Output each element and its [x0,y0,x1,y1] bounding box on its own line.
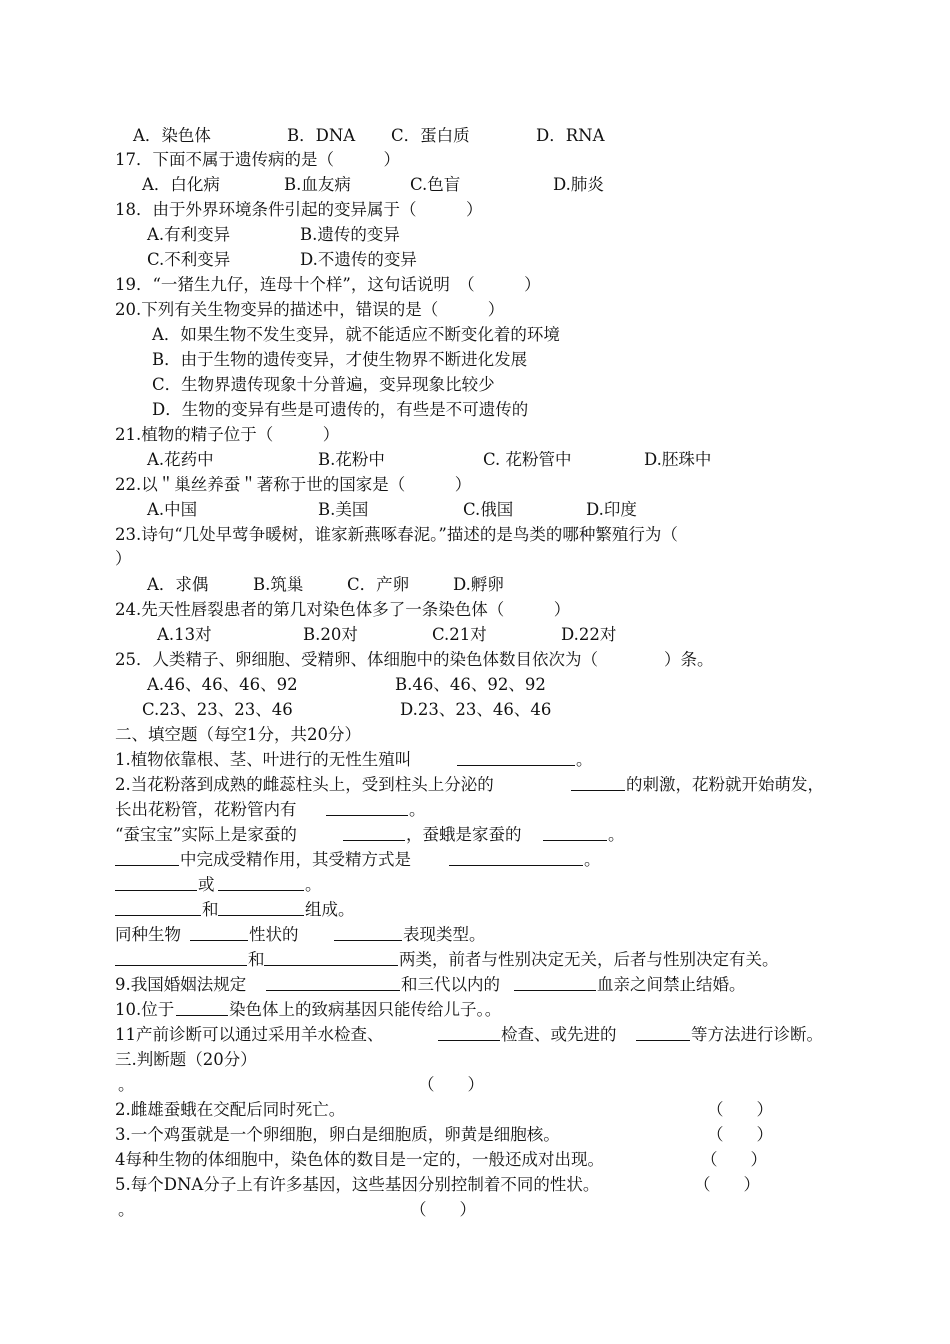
line-text: 同种生物 [115,925,181,944]
line-text: 等方法进行诊断。 [691,1025,823,1044]
line-text: C.23、23、23、46 [142,700,293,719]
line-text: 或 [198,875,215,894]
line-text: A．白化病 [142,175,220,194]
answer-blank[interactable] [264,949,398,966]
answer-blank[interactable] [571,774,625,791]
answer-blank[interactable] [115,899,201,916]
line-text: D．生物的变异有些是可遗传的，有些是不可遗传的 [152,400,529,419]
line-text: 。 [576,750,593,769]
line-text: A.有利变异 [147,225,231,244]
answer-blank[interactable] [176,999,228,1016]
line-text: 组成。 [305,900,355,919]
line-text: （ ） [707,1125,773,1144]
line-text: C．蛋白质 [391,126,470,145]
answer-blank[interactable] [449,849,583,866]
line-text: B．由于生物的遗传变异，才使生物界不断进化发展 [152,350,528,369]
line-text: 22.以＂巢丝养蚕＂著称于世的国家是（ ） [115,475,472,494]
line-text: C．产卵 [347,575,410,594]
line-text: 23.诗句“几处早莺争暖树，谁家新燕啄春泥。”描述的是鸟类的哪种繁殖行为（ [115,525,678,544]
line-text: 9.我国婚姻法规定 [115,975,247,994]
line-text: B.20对 [303,625,358,644]
line-text: A．求偶 [147,575,209,594]
line-text: D.23、23、46、46 [400,700,552,719]
line-text: A.13对 [157,625,212,644]
line-text: 。 [118,1200,135,1219]
line-text: C.不利变异 [147,250,231,269]
line-text: D.22对 [561,625,617,644]
line-text: 。 [305,875,322,894]
answer-blank[interactable] [266,974,400,991]
line-text: C. 花粉管中 [483,450,572,469]
line-text: B.遗传的变异 [300,225,400,244]
line-text: D.不遗传的变异 [300,250,417,269]
line-text: 两类，前者与性别决定无关，后者与性别决定有关。 [399,950,779,969]
line-text: 25．人类精子、卵细胞、受精卵、体细胞中的染色体数目依次为（ ）条。 [115,650,714,669]
line-text: 24.先天性唇裂患者的第几对染色体多了一条染色体（ ） [115,600,571,619]
answer-blank[interactable] [636,1024,690,1041]
line-text: 表现类型。 [403,925,486,944]
line-text: A.46、46、46、92 [147,675,298,694]
line-text: （ ） [410,1200,476,1219]
line-text: B.46、46、92、92 [395,675,546,694]
line-text: B.筑巢 [253,575,304,594]
line-text: 21.植物的精子位于（ ） [115,425,340,444]
line-text: 3.一个鸡蛋就是一个卵细胞，卵白是细胞质，卵黄是细胞核。 [115,1125,560,1144]
line-text: B.花粉中 [318,450,385,469]
line-text: A．如果生物不发生变异，就不能适应不断变化着的环境 [152,325,560,344]
line-text: 染色体上的致病基因只能传给儿子。。 [229,1000,502,1019]
line-text: D.孵卵 [453,575,504,594]
line-text: 和 [248,950,265,969]
answer-blank[interactable] [115,849,179,866]
line-text: （ ） [701,1150,767,1169]
line-text: A．染色体 [133,126,211,145]
answer-blank[interactable] [218,874,304,891]
line-text: D.肺炎 [553,175,604,194]
answer-blank[interactable] [115,949,247,966]
line-text: D．RNA [536,126,605,145]
line-text: 2.雌雄蚕蛾在交配后同时死亡。 [115,1100,346,1119]
line-text: 和 [202,900,219,919]
line-text: 三.判断题（20分） [115,1050,257,1069]
line-text: 。 [608,825,625,844]
line-text: 二、填空题（每空1分，共20分） [115,725,361,744]
line-text: 的刺激，花粉就开始萌发， [626,775,824,794]
line-text: B．DNA [287,126,356,145]
line-text: 18．由于外界环境条件引起的变异属于（ ） [115,200,483,219]
line-text: 19．“一猪生九仔，连母十个样”，这句话说明 （ ） [115,275,541,294]
line-text: C.21对 [432,625,487,644]
line-text: 。 [118,1075,135,1094]
line-text: 2.当花粉落到成熟的雌蕊柱头上，受到柱头上分泌的 [115,775,494,794]
line-text: 长出花粉管，花粉管内有 [115,800,297,819]
line-text: A.中国 [147,500,198,519]
line-text: B.血友病 [284,175,351,194]
answer-blank[interactable] [543,824,607,841]
answer-blank[interactable] [218,899,304,916]
line-text: 5.每个DNA分子上有许多基因，这些基因分别控制着不同的性状。 [115,1175,600,1194]
answer-blank[interactable] [343,824,405,841]
line-text: “蚕宝宝”实际上是家蚕的 [115,825,297,844]
line-text: （ ） [418,1075,484,1094]
line-text: 中完成受精作用，其受精方式是 [180,850,411,869]
line-text: D.胚珠中 [644,450,712,469]
answer-blank[interactable] [190,924,248,941]
line-text: 20.下列有关生物变异的描述中，错误的是（ ） [115,300,505,319]
answer-blank[interactable] [438,1024,500,1041]
line-text: 和三代以内的 [401,975,500,994]
answer-blank[interactable] [326,799,408,816]
line-text: 1.植物依靠根、茎、叶进行的无性生殖叫 [115,750,412,769]
line-text: 4每种生物的体细胞中，染色体的数目是一定的，一般还成对出现。 [115,1150,604,1169]
answer-blank[interactable] [457,749,575,766]
line-text: 11产前诊断可以通过采用羊水检查、 [115,1025,384,1044]
line-text: A.花药中 [147,450,214,469]
line-text: C.色盲 [410,175,461,194]
line-text: （ ） [707,1100,773,1119]
line-text: 10.位于 [115,1000,175,1019]
line-text: 性状的 [249,925,299,944]
line-text: B.美国 [318,500,369,519]
line-text: D.印度 [586,500,637,519]
line-text: 。 [409,800,426,819]
line-text: （ ） [694,1175,760,1194]
line-text: ） [115,549,132,568]
line-text: 17．下面不属于遗传病的是（ ） [115,150,400,169]
line-text: ，蚕蛾是家蚕的 [406,825,522,844]
answer-blank[interactable] [115,874,197,891]
line-text: 检查、或先进的 [501,1025,617,1044]
line-text: 血亲之间禁止结婚。 [597,975,746,994]
line-text: C.俄国 [463,500,514,519]
line-text: 。 [584,850,601,869]
line-text: C．生物界遗传现象十分普遍，变异现象比较少 [152,375,495,394]
answer-blank[interactable] [514,974,596,991]
answer-blank[interactable] [334,924,402,941]
